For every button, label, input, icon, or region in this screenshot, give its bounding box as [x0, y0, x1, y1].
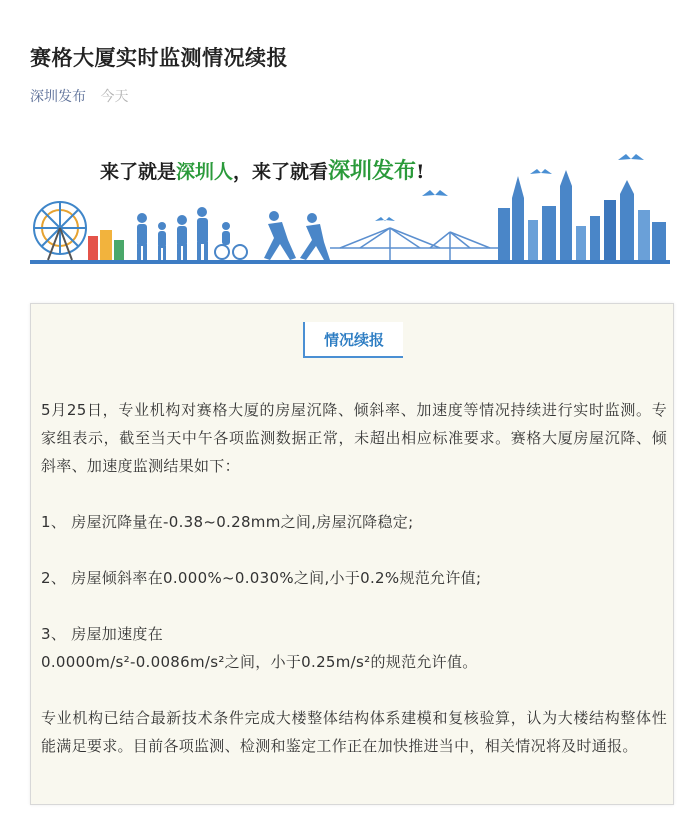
- article-title: 赛格大厦实时监测情况续报: [30, 46, 288, 70]
- publish-time: 今天: [100, 89, 129, 105]
- account-name-link[interactable]: 深圳发布: [30, 89, 86, 105]
- ferris-wheel-icon: [34, 202, 86, 260]
- banner-slogan: 来了就是深圳人，来了就看深圳发布!: [100, 158, 425, 184]
- report-body: [41, 396, 667, 760]
- article-meta: [30, 86, 128, 106]
- acceleration-item-line2: 0.0000m/s²-0.0086m/s²之间，小于0.25m/s²的规范允许值。: [41, 653, 478, 671]
- bridge-illustration: [330, 228, 500, 260]
- intro-paragraph: 5月25日，专业机构对赛格大厦的房屋沉降、倾斜率、加速度等情况持续进行实时监测。专家组表示，截至当天中午各项监测数据正常，未超出相应标准要求。赛格大厦房屋沉降、倾斜率、加速度监测结果如下：: [41, 401, 667, 475]
- people-silhouettes: [137, 207, 330, 260]
- skyscrapers: [498, 170, 666, 260]
- acceleration-item-line1: 3、 房屋加速度在: [41, 625, 164, 643]
- tilt-item: 2、 房屋倾斜率在0.000%~0.030%之间,小于0.2%规范允许值;: [41, 569, 482, 587]
- settlement-item: 1、 房屋沉降量在-0.38~0.28mm之间,房屋沉降稳定;: [41, 513, 414, 531]
- conclusion-paragraph: 专业机构已结合最新技术条件完成大楼整体结构体系建模和复核验算，认为大楼结构整体性能满足要求。目前各项监测、检测和鉴定工作正在加快推进当中，相关情况将及时通报。: [41, 709, 667, 755]
- banner-image: [30, 136, 670, 270]
- report-box: [30, 303, 674, 805]
- report-section-badge: 情况续报: [303, 322, 403, 358]
